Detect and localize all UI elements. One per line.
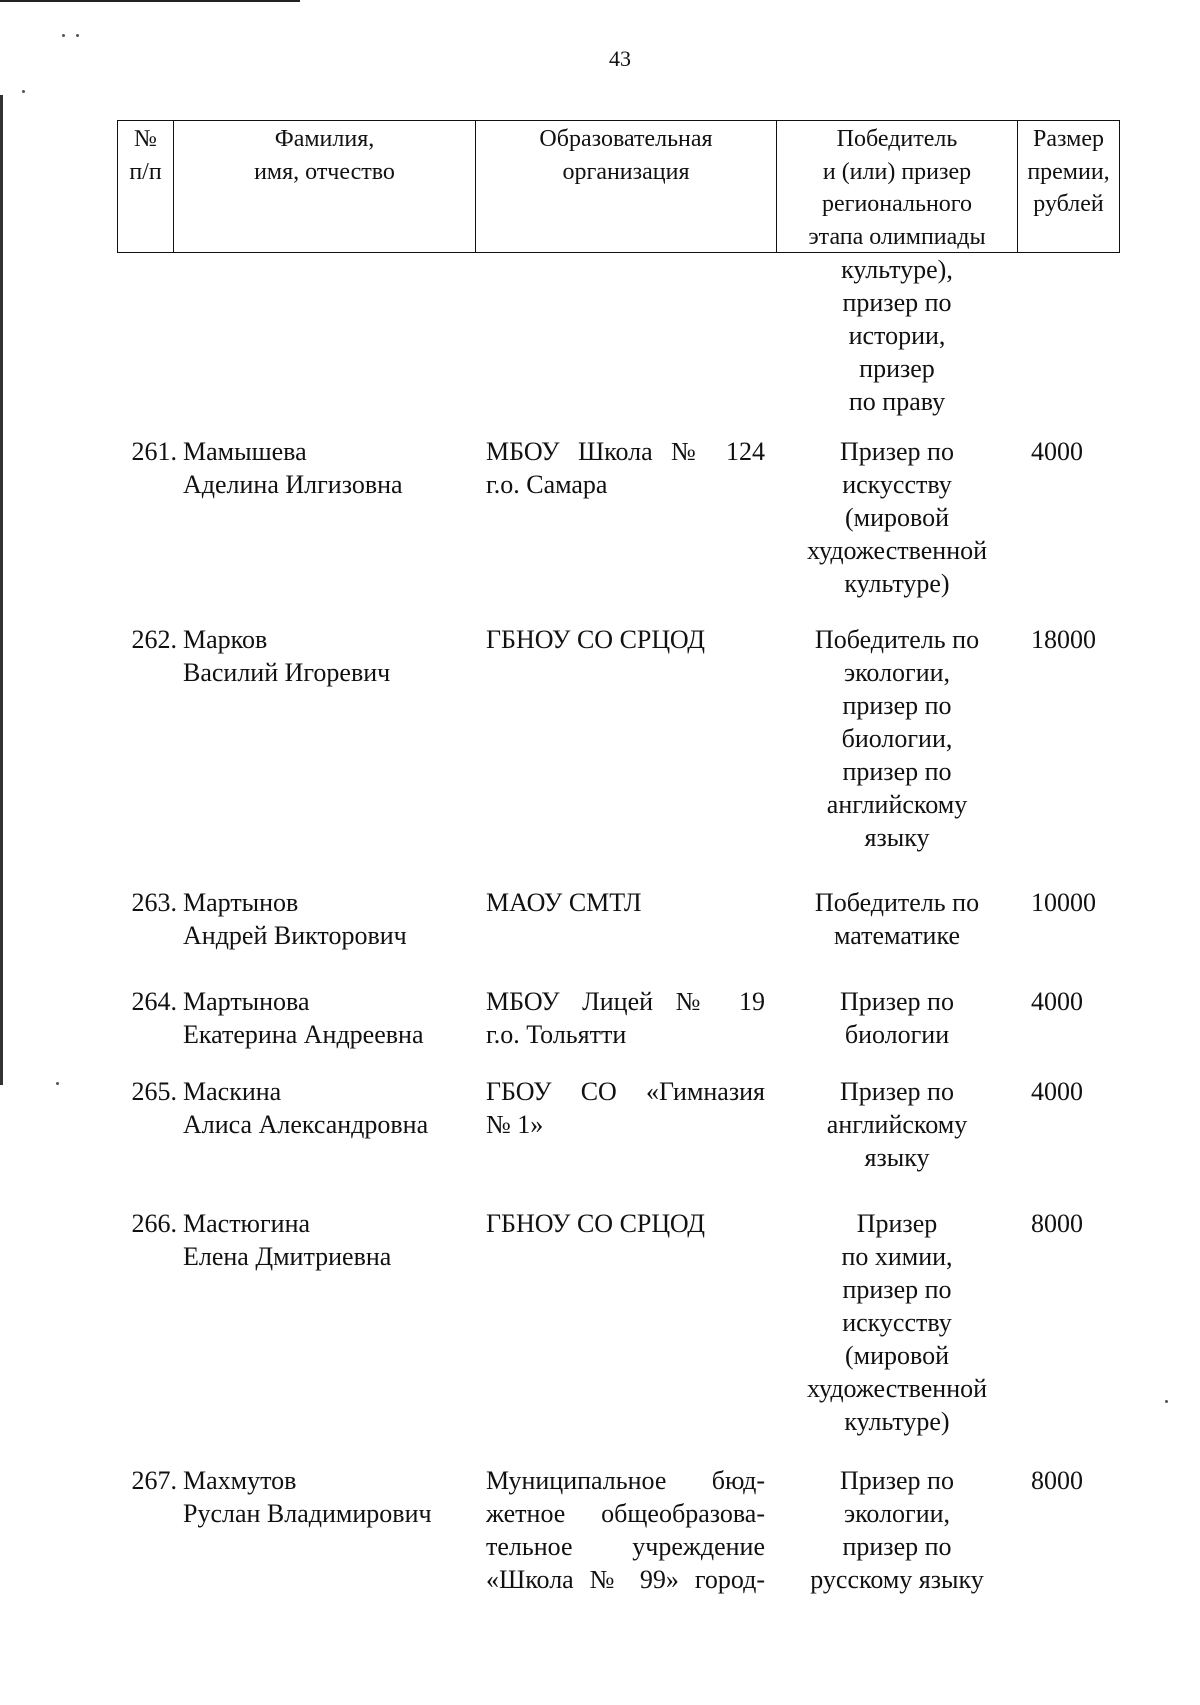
scan-speck [22,90,25,93]
organization-cell [486,1075,765,1141]
organization-line: г.о. Тольятти [486,1020,627,1049]
student-name: Маскина Алиса Александровна [183,1077,429,1139]
header-award [777,121,1018,252]
organization-cell [486,1207,765,1240]
student-name: Мартынов Андрей Викторович [183,888,407,950]
organization-line: № 1» [486,1110,544,1139]
scan-speck [62,34,65,37]
table-row [117,623,1120,886]
award-cell: Победитель по математике [814,888,980,950]
header-number-text: № п/п [129,126,162,185]
student-name: Марков Василий Игоревич [183,625,391,687]
student-name: Мастюгина Елена Дмитриевна [183,1209,392,1271]
prize-amount: 18000 [1031,625,1096,654]
scan-left-border [0,95,3,1085]
header-prize [1018,121,1119,252]
row-number: 263. [131,888,177,917]
student-name: Мартынова Екатерина Андреевна [183,987,424,1049]
row-number: 261. [131,437,177,466]
organization-line: МБОУ Лицей № 19 [486,987,765,1016]
award-cell: Призер по биологии [840,987,954,1049]
organization-line: «Школа № 99» город- [486,1565,765,1594]
scan-speck [76,34,79,37]
organization-line: ГБНОУ СО СРЦОД [486,625,706,654]
award-cell: Призер по экологии, призер по русскому языку [810,1466,984,1594]
organization-cell [486,985,765,1051]
organization-line: МАОУ СМТЛ [486,888,642,917]
award-cell: культуре), призер по истории, призер по праву [841,255,953,416]
organization-line: тельное учреждение [486,1532,765,1561]
student-name: Мамышева Аделина Илгизовна [183,437,403,499]
prize-amount: 4000 [1031,437,1083,466]
row-number: 262. [131,625,177,654]
prize-amount: 4000 [1031,1077,1083,1106]
table-row [117,435,1120,623]
table-row [117,886,1120,985]
header-prize-text: Размер премии, рублей [1027,126,1110,217]
prize-amount: 8000 [1031,1209,1083,1238]
organization-line: ГБОУ СО «Гимназия [486,1077,765,1106]
table-body [117,253,1120,1614]
header-number [118,121,174,252]
table-row [117,1207,1120,1464]
award-cell: Победитель по экологии, призер по биологии, призер по английскому языку [814,625,980,852]
header-name [174,121,476,252]
header-award-text: Победитель и (или) призер регионального этапа олимпиады [808,126,986,250]
table-header [117,120,1120,253]
header-name-text: Фамилия, имя, отчество [254,126,395,185]
scan-speck [1165,1400,1168,1403]
student-name: Махмутов Руслан Владимирович [183,1466,432,1528]
organization-line: ГБНОУ СО СРЦОД [486,1209,706,1238]
organization-line: МБОУ Школа № 124 [486,437,765,466]
award-cell: Призер по искусству (мировой художественной культуре) [806,437,988,598]
organization-cell [486,435,765,501]
organization-line: жетное общеобразова- [486,1499,765,1528]
scan-edge-line [0,0,300,2]
table-row [117,1075,1120,1207]
header-organization-text: Образовательная организация [539,126,713,185]
organization-cell [486,886,765,919]
row-number: 266. [131,1209,177,1238]
prize-amount: 4000 [1031,987,1083,1016]
table-row [117,985,1120,1075]
page-number: 43 [609,46,631,71]
table-row [117,1464,1120,1614]
prize-amount: 8000 [1031,1466,1083,1495]
award-cell: Призер по английскому языку [826,1077,968,1172]
row-number: 267. [131,1466,177,1495]
prize-amount: 10000 [1031,888,1096,917]
row-number: 264. [131,987,177,1016]
header-organization [476,121,777,252]
award-cell: Призер по химии, призер по искусству (мировой художественной культуре) [806,1209,988,1436]
continuation-row [117,253,1120,435]
organization-line: г.о. Самара [486,470,608,499]
organization-cell [486,623,765,656]
scan-speck [56,1082,59,1085]
organization-cell [486,1464,765,1596]
row-number: 265. [131,1077,177,1106]
organization-line: Муниципальное бюд- [486,1466,765,1495]
